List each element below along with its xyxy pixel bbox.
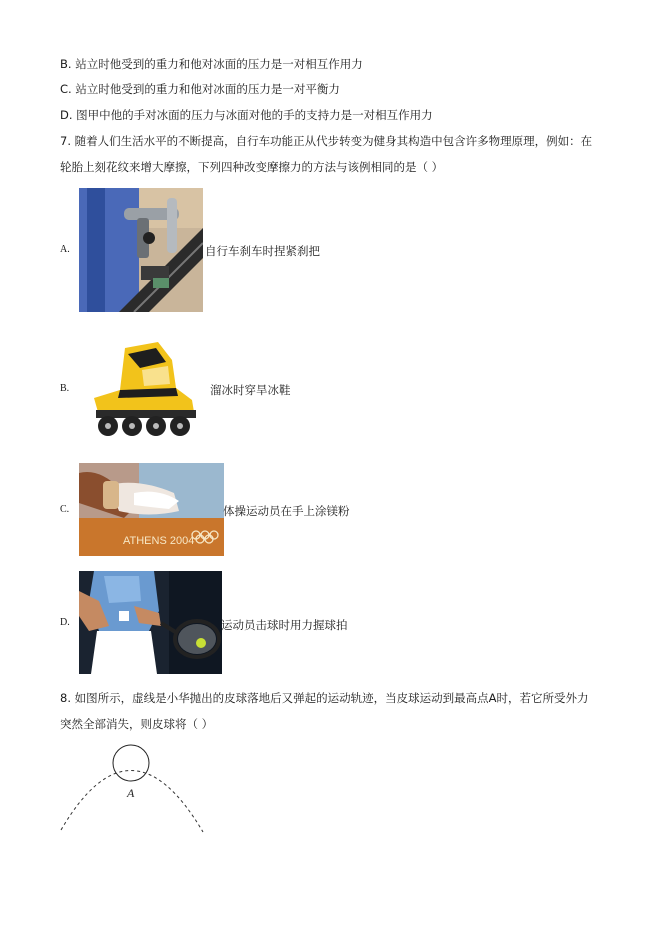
q7-option-d-letter: D.: [60, 617, 70, 628]
q7-option-a-caption: 自行车刹车时捏紧刹把: [205, 244, 320, 258]
q7-option-c-letter: C.: [60, 504, 70, 515]
q6-option-d: D. 图甲中他的手对冰面的压力与冰面对他的手的支持力是一对相互作用力: [60, 108, 433, 122]
q7-option-c-caption: 体操运动员在手上涂镁粉: [223, 504, 350, 518]
q7-stem-line1: 7. 随着人们生活水平的不断提高，自行车功能正从代步转变为健身其构造中包含许多物理原理，例如：在: [60, 134, 593, 148]
q7-option-b-caption: 溜冰时穿旱冰鞋: [210, 383, 291, 397]
q7-option-d-caption: 运动员击球时用力握球拍: [221, 618, 348, 632]
q7-stem-line2: 轮胎上刻花纹来增大摩擦，下列四种改变摩擦力的方法与该例相同的是（ ）: [60, 160, 444, 174]
q6-option-c: C. 站立时他受到的重力和他对冰面的压力是一对平衡力: [60, 82, 340, 96]
ball-circle: [113, 745, 149, 781]
dashed-trajectory: [61, 770, 203, 832]
q7-option-a-letter: A.: [60, 244, 70, 255]
bicycle-brake-photo: [79, 188, 203, 312]
tennis-player-photo: [79, 571, 222, 674]
q8-stem-line1: 8. 如图所示，虚线是小华抛出的皮球落地后又弹起的运动轨迹，当皮球运动到最高点A时，若它所受外力: [60, 691, 589, 705]
q7-option-b-letter: B.: [60, 383, 70, 394]
athens-2004-text: ATHENS 2004: [123, 535, 195, 547]
inline-skate-photo: [80, 340, 208, 440]
q8-stem-line2: 突然全部消失，则皮球将（ ）: [60, 717, 214, 731]
gymnast-chalk-hands-photo: [79, 463, 224, 556]
q6-option-b: B. 站立时他受到的重力和他对冰面的压力是一对相互作用力: [60, 57, 363, 71]
point-a-label: A: [127, 786, 135, 800]
ball-trajectory-figure: [55, 740, 215, 840]
